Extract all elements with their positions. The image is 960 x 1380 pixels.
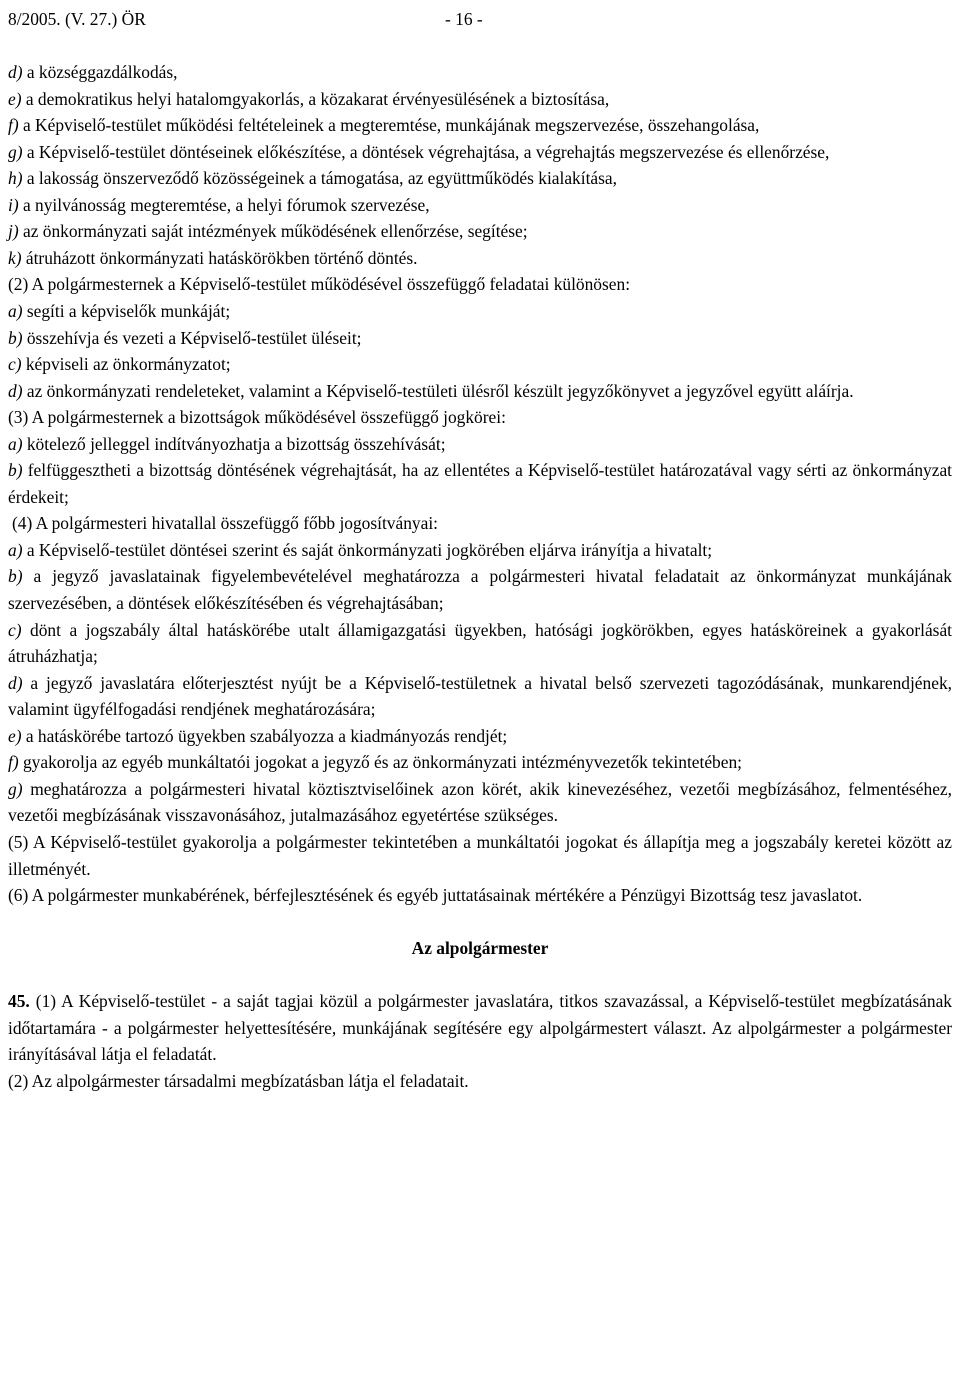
list-item: d) az önkormányzati rendeleteket, valamint a Képviselő-testületi ülésről készült jegyzőkönyvet a jegyzővel együtt aláírja. [8,380,854,401]
list-item: h) a lakosság önszerveződő közösségeinek a támogatása, az együttműködés kialakítása, [8,168,617,189]
page-header [8,6,952,33]
paragraph-5: (5) A Képviselő-testület gyakorolja a polgármester tekintetében a munkáltatói jogokat és állapítja meg a jogszabály keretei között az illetményét. [8,831,952,879]
section-heading: Az alpolgármester [411,938,549,959]
list-item: e) a demokratikus helyi hatalomgyakorlás, a közakarat érvényesülésének a biztosítása, [8,88,610,109]
list-item: g) meghatározza a polgármesteri hivatal köztisztviselőinek azon körét, akik kinevezéséhez, vezetői megbízásához, felmentéséhez, vezetői megbízásának visszavonásához, jutalmazásához egyetértése szükséges. [8,778,952,826]
list-item: a) segíti a képviselők munkáját; [8,301,231,322]
list-items-c [8,431,952,511]
list-item: d) a községgazdálkodás, [8,62,178,83]
list-item: c) dönt a jogszabály által hatáskörébe utalt államigazgatási ügyekben, hatósági jogkörökben, egyes hatásköreinek a gyakorlását átruházhatja; [8,619,952,667]
section-45-paragraph-2: (2) Az alpolgármester társadalmi megbízatásban látja el feladatait. [8,1070,469,1091]
list-item: j) az önkormányzati saját intézmények működésének ellenőrzése, segítése; [8,221,528,242]
section-45-paragraph-1: 45. (1) A Képviselő-testület - a saját tagjai közül a polgármester javaslatára, titkos szavazással, a Képviselő-testület megbízatásának időtartamára - a polgármester helyettesítésére, munkájának segítésére egy alpolgármestert választ. Az alpolgármester a polgármester irányításával látja el feladatát. [8,991,952,1065]
paragraph-4-intro: (4) A polgármesteri hivatallal összefüggő főbb jogosítványai: [12,513,438,534]
list-item: d) a jegyző javaslatára előterjesztést nyújt be a Képviselő-testületnek a hivatal belső szervezeti tagozódásának, munkarendjének, valamint ügyfélfogadási rendjének meghatározására; [8,672,952,720]
list-item: e) a hatáskörébe tartozó ügyekben szabályozza a kiadmányozás rendjét; [8,725,508,746]
list-items-b [8,298,952,404]
list-item: i) a nyilvánosság megteremtése, a helyi fórumok szervezése, [8,194,430,215]
list-item: b) felfüggesztheti a bizottság döntésének végrehajtását, ha az ellentétes a Képviselő-testület határozatával vagy sérti az önkormányzat érdekeit; [8,460,952,507]
list-item: a) a Képviselő-testület döntései szerint és saját önkormányzati jogkörében eljárva irányítja a hivatalt; [8,539,713,560]
list-items-a [8,59,952,271]
paragraph-6: (6) A polgármester munkabérének, bérfejlesztésének és egyéb juttatásainak mértékére a Pénzügyi Bizottság tesz javaslatot. [8,885,863,906]
paragraph-3-intro: (3) A polgármesternek a bizottságok működésével összefüggő jogkörei: [8,407,506,428]
list-item: a) kötelező jelleggel indítványozhatja a bizottság összehívását; [8,433,446,454]
list-item: f) gyakorolja az egyéb munkáltatói jogokat a jegyző és az önkormányzati intézményvezetők tekintetében; [8,752,742,773]
page-number: - 16 - [445,9,483,29]
list-item: f) a Képviselő-testület működési feltételeinek a megteremtése, munkájának megszervezése, összehangolása, [8,115,760,136]
section-number: 45. [8,991,30,1012]
list-item: c) képviseli az önkormányzatot; [8,354,231,375]
list-item: k) átruházott önkormányzati hatáskörökben történő döntés. [8,247,418,268]
list-item: b) a jegyző javaslatainak figyelembevételével meghatározza a polgármesteri hivatal feladatait az önkormányzat munkájának szervezésében, a döntések előkészítésében és végrehajtásában; [8,566,952,614]
list-items-d [8,537,952,829]
document-reference: 8/2005. (V. 27.) ÖR [8,9,146,29]
list-item: b) összehívja és vezeti a Képviselő-testület üléseit; [8,327,362,348]
list-item: g) a Képviselő-testület döntéseinek előkészítése, a döntések végrehajtása, a végrehajtás megszervezése és ellenőrzése, [8,141,830,162]
paragraph-2-intro: (2) A polgármesternek a Képviselő-testület működésével összefüggő feladatai különösen: [8,274,631,295]
